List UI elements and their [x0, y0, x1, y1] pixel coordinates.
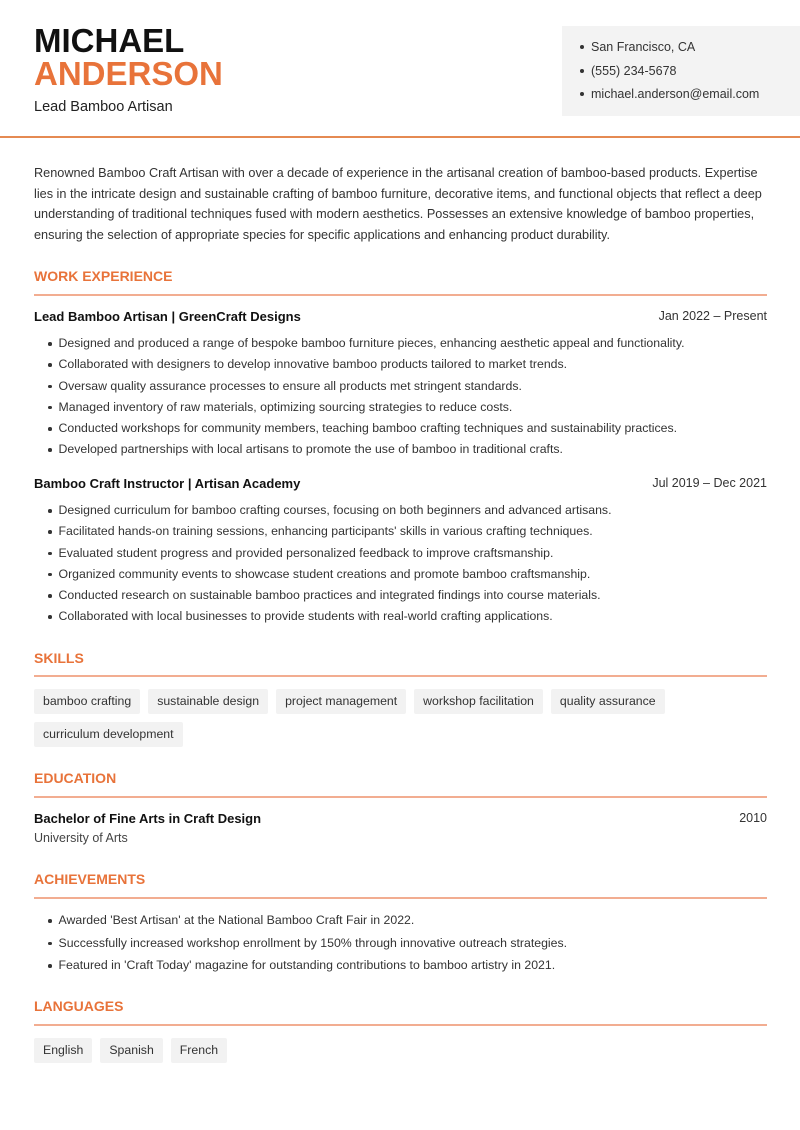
- list-item: [34, 566, 774, 587]
- bullet-icon: [48, 573, 52, 577]
- achievements-list: [34, 912, 774, 980]
- skill-tag: quality assurance: [551, 689, 665, 714]
- job-header: [34, 309, 767, 324]
- job-header: [34, 476, 767, 491]
- skill-tag: curriculum development: [34, 722, 183, 747]
- email-text[interactable]: michael.anderson@email.com: [591, 87, 760, 101]
- bullet-icon: [580, 69, 584, 73]
- bullet-text: Facilitated hands-on training sessions, enhancing participants' skills in various crafting techniques.: [58, 524, 593, 539]
- section-title-work-experience: WORK EXPERIENCE: [34, 268, 173, 284]
- achievement-text: Featured in 'Craft Today' magazine for outstanding contributions to bamboo artistry in 2021.: [58, 958, 556, 972]
- list-item: [34, 587, 774, 608]
- skill-tag: bamboo crafting: [34, 689, 140, 714]
- bullet-icon: [580, 92, 584, 96]
- list-item: [34, 608, 774, 629]
- bullet-icon: [48, 385, 52, 389]
- list-item: [34, 957, 774, 980]
- graduation-year: 2010: [739, 811, 767, 825]
- section-divider: [34, 294, 767, 296]
- bullet-icon: [48, 594, 52, 598]
- list-item: [34, 502, 774, 523]
- list-item: [34, 335, 774, 356]
- bullet-text: Evaluated student progress and provided personalized feedback to improve craftsmanship.: [58, 545, 554, 560]
- list-item: [34, 523, 774, 544]
- contact-email: [580, 86, 800, 110]
- bullet-icon: [48, 964, 52, 968]
- bullet-icon: [48, 919, 52, 923]
- list-item: [34, 356, 774, 377]
- language-tag: Spanish: [100, 1038, 162, 1063]
- skill-tag: sustainable design: [148, 689, 268, 714]
- contact-phone: [580, 63, 800, 87]
- section-title-skills: SKILLS: [34, 650, 84, 666]
- bullet-icon: [48, 942, 52, 946]
- bullet-text: Developed partnerships with local artisans to promote the use of bamboo in traditional crafts.: [58, 442, 563, 457]
- bullet-icon: [580, 45, 584, 49]
- job-role: Bamboo Craft Instructor | Artisan Academy: [34, 476, 301, 491]
- bullet-icon: [48, 552, 52, 556]
- job-role: Lead Bamboo Artisan | GreenCraft Designs: [34, 309, 301, 324]
- section-title-languages: LANGUAGES: [34, 998, 124, 1014]
- bullet-text: Conducted workshops for community members, teaching bamboo crafting techniques and sustainability practices.: [58, 421, 678, 436]
- location-text: San Francisco, CA: [591, 40, 696, 54]
- skill-tag: workshop facilitation: [414, 689, 543, 714]
- bullet-icon: [48, 448, 52, 452]
- list-item: [34, 912, 774, 935]
- summary-paragraph: Renowned Bamboo Craft Artisan with over a decade of experience in the artisanal creation of bamboo-based products. Expertise lies in the intricate design and sustainable crafting of bamboo furniture, decorative items, and functional objects that reflect a deep understanding of traditional techniques fused with modern aesthetics. Possesses an extensive knowledge of bamboo properties, ensuring the selection of appropriate species for specific applications and enhancing product durability.: [34, 166, 762, 243]
- bullet-icon: [48, 363, 52, 367]
- job-dates: Jan 2022 – Present: [658, 309, 767, 323]
- list-item: [34, 935, 774, 958]
- job-dates: Jul 2019 – Dec 2021: [652, 476, 767, 490]
- section-divider: [34, 897, 767, 899]
- language-tags: [34, 1038, 767, 1063]
- first-name: MICHAEL: [34, 22, 185, 59]
- last-name: ANDERSON: [34, 55, 223, 92]
- list-item: [34, 545, 774, 566]
- bullet-icon: [48, 509, 52, 513]
- education-header: [34, 811, 767, 826]
- bullet-text: Conducted research on sustainable bamboo practices and integrated findings into course materials.: [58, 588, 601, 603]
- achievement-text: Awarded 'Best Artisan' at the National Bamboo Craft Fair in 2022.: [58, 913, 415, 927]
- bullet-icon: [48, 615, 52, 619]
- school-name: University of Arts: [34, 831, 128, 845]
- bullet-icon: [48, 342, 52, 346]
- section-title-education: EDUCATION: [34, 770, 117, 786]
- job-bullets: [34, 502, 774, 630]
- bullet-text: Collaborated with local businesses to provide students with real-world crafting applications.: [58, 609, 553, 624]
- section-title-achievements: ACHIEVEMENTS: [34, 871, 146, 887]
- language-tag: English: [34, 1038, 92, 1063]
- skill-tag: project management: [276, 689, 406, 714]
- bullet-text: Designed and produced a range of bespoke bamboo furniture pieces, enhancing aesthetic appeal and functionality.: [58, 336, 685, 350]
- bullet-text: Organized community events to showcase student creations and promote bamboo craftsmanship.: [58, 566, 591, 581]
- language-tag: French: [171, 1038, 227, 1063]
- bullet-text: Collaborated with designers to develop innovative bamboo products tailored to market trends.: [58, 357, 568, 372]
- bullet-icon: [48, 427, 52, 431]
- section-divider: [34, 675, 767, 677]
- achievement-text: Successfully increased workshop enrollment by 150% through innovative outreach strategies.: [58, 935, 568, 950]
- section-divider: [34, 1024, 767, 1026]
- section-divider: [34, 796, 767, 798]
- bullet-text: Managed inventory of raw materials, optimizing sourcing strategies to reduce costs.: [58, 399, 513, 414]
- list-item: [34, 378, 774, 399]
- contact-location: [580, 39, 800, 63]
- job-bullets: [34, 335, 774, 463]
- skills-tags: [34, 689, 767, 747]
- list-item: [34, 399, 774, 420]
- contact-box: [562, 26, 800, 116]
- bullet-text: Designed curriculum for bamboo crafting courses, focusing on both beginners and advanced artisans.: [58, 503, 612, 517]
- bullet-text: Oversaw quality assurance processes to ensure all products met stringent standards.: [58, 378, 522, 393]
- list-item: [34, 420, 774, 441]
- bullet-icon: [48, 530, 52, 534]
- resume-header: [0, 0, 800, 138]
- job-title: Lead Bamboo Artisan: [34, 99, 173, 115]
- bullet-icon: [48, 406, 52, 410]
- phone-text: (555) 234-5678: [591, 63, 677, 78]
- list-item: [34, 441, 774, 462]
- degree: Bachelor of Fine Arts in Craft Design: [34, 811, 262, 826]
